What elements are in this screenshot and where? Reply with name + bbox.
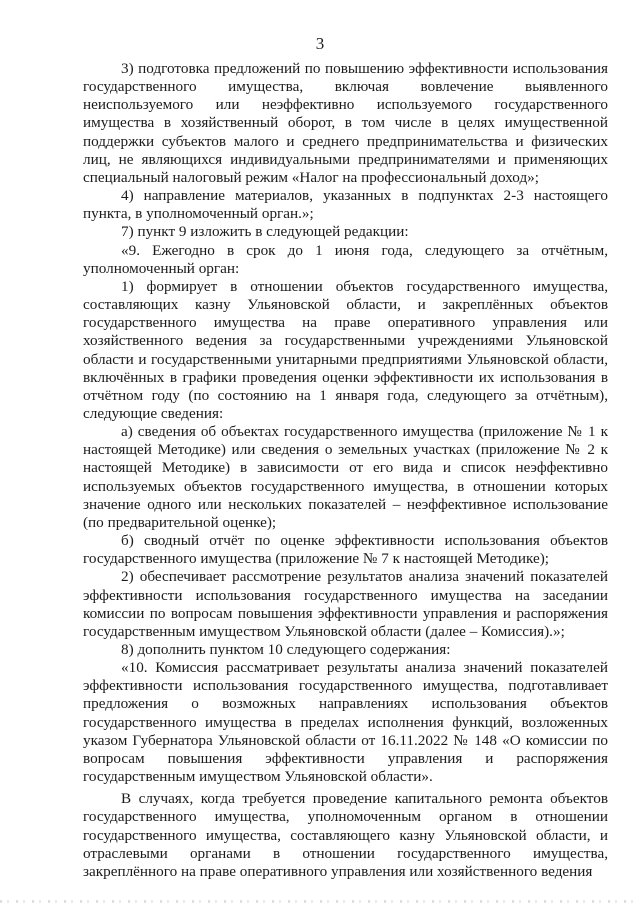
page-number: 3 (315, 34, 325, 53)
paragraph-point-10: «10. Комиссия рассматривает результаты анализа значений показателей эффективности использования государственного имущества, подготавливает предложения о возможных направлениях использования объектов государственного имущества в пределах исполнения функций, возложенных указом Губернатора Ульяновской области от 16.11.2022 № 148 «О комиссии по вопросам повышения эффективности управления и распоряжения государственным имуществом Ульяновской области». (83, 659, 608, 786)
scan-edge-noise (0, 900, 640, 903)
paragraph-point-9-item-b: б) сводный отчёт по оценке эффективности использования объектов государственного имущества (приложение № 7 к настоящей Методике); (83, 532, 608, 568)
paragraph-point-9-item-1: 1) формирует в отношении объектов государственного имущества, составляющих казну Ульяновской области, и закреплённых объектов государственного имущества на праве оперативного управления или хозяйственного ведения за государственными учреждениями Ульяновской области и государственными унитарными предприятиями Ульяновской области, включённых в графики проведения оценки эффективности их использования в отчётном году (по состоянию на 1 января года, следующего за отчётным), следующие сведения: (83, 277, 608, 422)
paragraph-subitem-3: 3) подготовка предложений по повышению эффективности использования государственного имущества, включая вовлечение выявленного неиспользуемого или неэффективно используемого государственного имущества в хозяйственный оборот, в том числе в целях имущественной поддержки субъектов малого и среднего предпринимательства и физических лиц, не являющихся индивидуальными предпринимателями и применяющих специальный налоговый режим «Налог на профессиональный доход»; (83, 60, 608, 186)
paragraph-point-9-item-a: а) сведения об объектах государственного имущества (приложение № 1 к настоящей Методике) или сведения о земельных участках (приложение № 2 к настоящей Методике) в зависимости от его вида и список неэффективно используемых объектов государственного имущества, в отношении которых значение одного или нескольких показателей – неэффективное использование (по предварительной оценке); (83, 423, 608, 531)
paragraph-point-9: «9. Ежегодно в срок до 1 июня года, следующего за отчётным, уполномоченный орган: (83, 241, 608, 277)
document-body (83, 60, 608, 881)
paragraph-amendment-7: 7) пункт 9 изложить в следующей редакции: (121, 223, 409, 241)
paragraph-capital-repair: В случаях, когда требуется проведение капитального ремонта объектов государственного имущества, уполномоченным органом в отношении государственного имущества, составляющего казну Ульяновской области, и отраслевыми органами в отношении государственного имущества, закреплённого на праве оперативного управления или хозяйственного ведения (83, 790, 608, 880)
paragraph-subitem-4: 4) направление материалов, указанных в подпунктах 2-3 настоящего пункта, в уполномоченный орган.»; (83, 187, 608, 223)
paragraph-point-9-item-2: 2) обеспечивает рассмотрение результатов анализа значений показателей эффективности использования государственного имущества на заседании комиссии по вопросам повышения эффективности управления и распоряжения государственным имуществом Ульяновской области (далее – Комиссия).»; (83, 568, 608, 640)
paragraph-amendment-8: 8) дополнить пунктом 10 следующего содержания: (121, 641, 451, 658)
